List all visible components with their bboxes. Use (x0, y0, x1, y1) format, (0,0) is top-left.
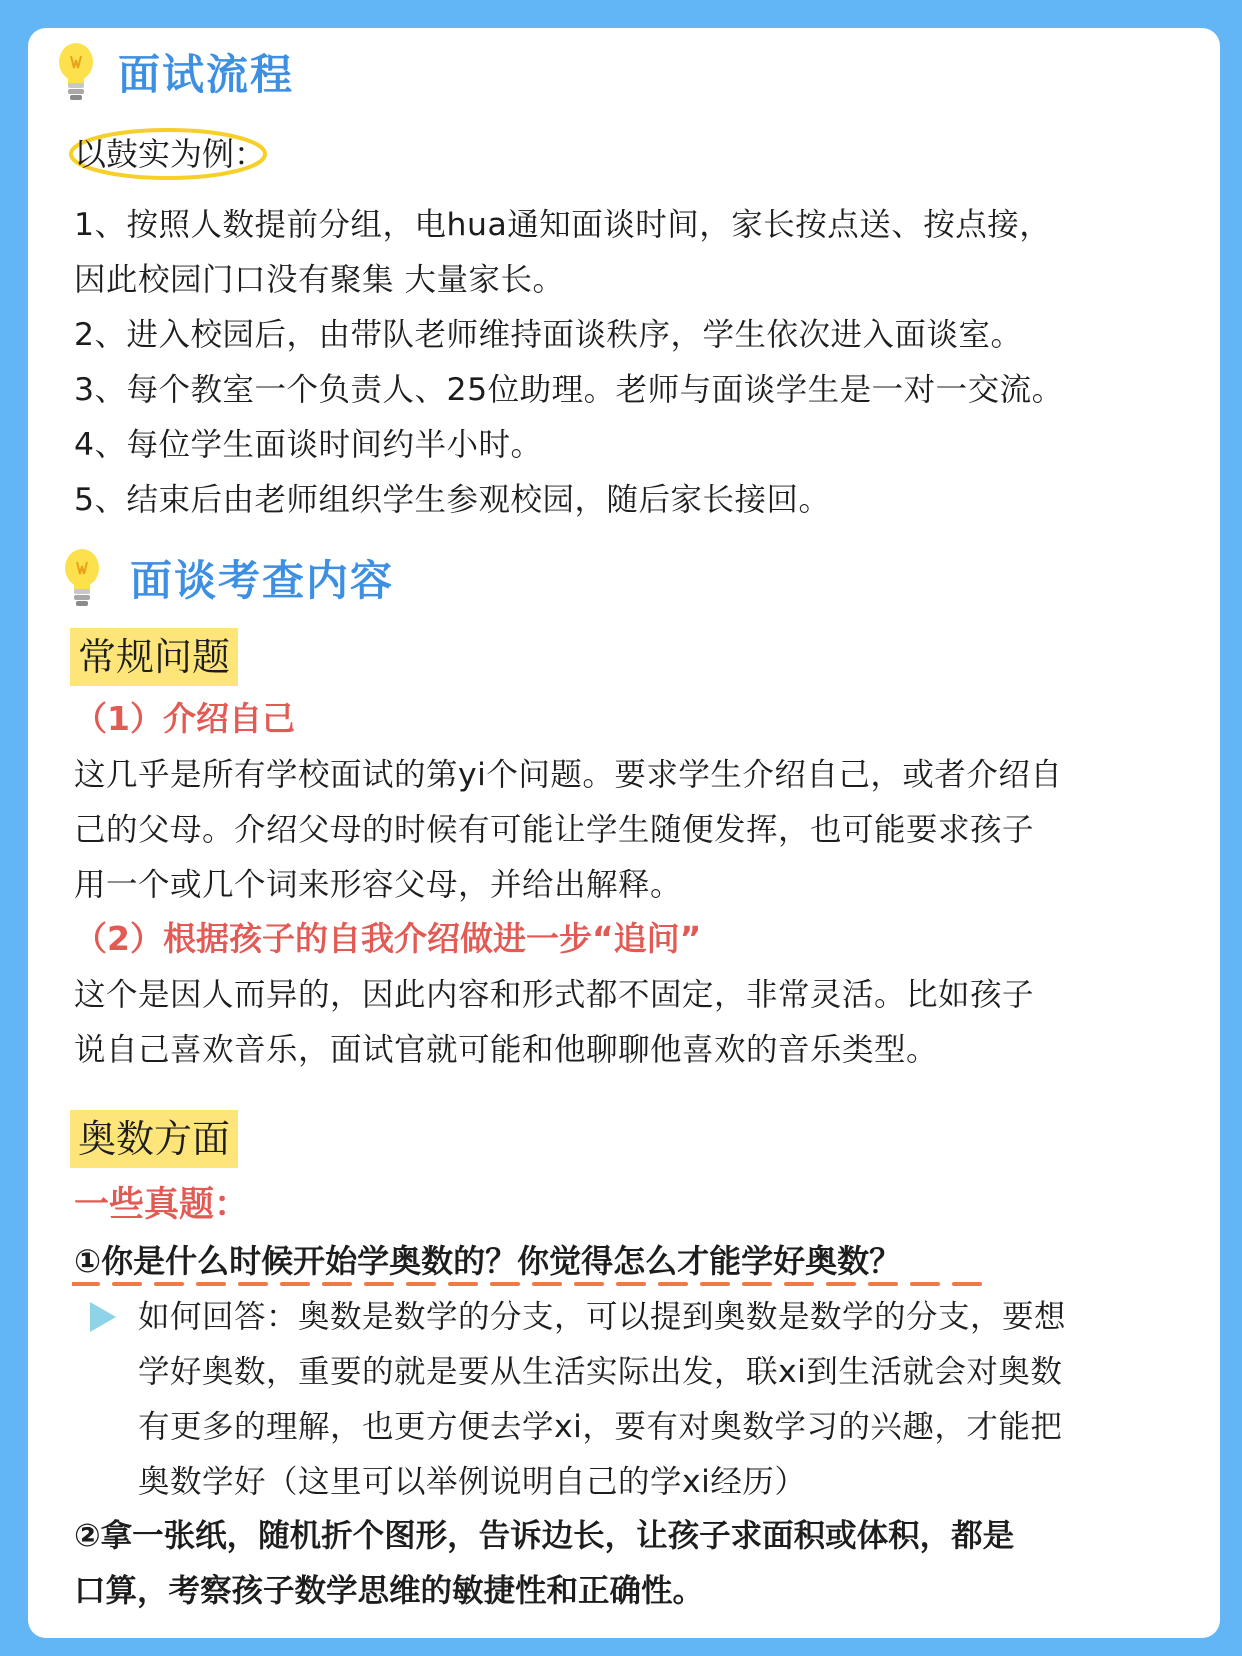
paragraph-line: 这个是因人而异的，因此内容和形式都不固定，非常灵活。比如孩子 (74, 977, 1035, 1013)
process-line: 3、每个教室一个负责人、25位助理。老师与面谈学生是一对一交流。 (74, 372, 1064, 408)
process-line: 2、进入校园后，由带队老师维持面谈秩序，学生依次进入面谈室。 (74, 317, 1023, 353)
tag-olympiad-math: 奥数方面 (70, 1110, 238, 1168)
process-line: 4、每位学生面谈时间约半小时。 (74, 427, 543, 463)
answer-line: 奥数学好（这里可以举例说明自己的学xi经历） (138, 1464, 807, 1500)
process-line: 5、结束后由老师组织学生参观校园，随后家长接回。 (74, 482, 831, 518)
process-line: 因此校园门口没有聚集 大量家长。 (74, 262, 565, 298)
example-label: 以鼓实为例： (74, 135, 267, 173)
question-2-line: ②拿一张纸，随机折个图形，告诉边长，让孩子求面积或体积，都是 (74, 1518, 1015, 1554)
paragraph-line: 己的父母。介绍父母的时候有可能让学生随便发挥，也可能要求孩子 (74, 812, 1035, 848)
subheading-real-questions: 一些真题： (74, 1185, 250, 1225)
answer-line: 有更多的理解，也更方便去学xi，要有对奥数学习的兴趣，才能把 (138, 1409, 1063, 1445)
subheading-follow-up: （2）根据孩子的自我介绍做进一步“追问” (74, 919, 702, 958)
process-list (74, 198, 1184, 528)
tag-general-questions: 常规问题 (70, 628, 238, 686)
section-title-interview-process: 面试流程 (118, 50, 295, 99)
paragraph-introduce-self (74, 748, 1184, 913)
process-line: 1、按照人数提前分组，电hua通知面谈时间，家长按点送、按点接， (74, 207, 1052, 243)
answer-line: 如何回答：奥数是数学的分支，可以提到奥数是数学的分支，要想 (138, 1299, 1067, 1335)
question-2-line: 口算，考察孩子数学思维的敏捷性和正确性。 (74, 1573, 705, 1609)
paragraph-line: 这几乎是所有学校面试的第yi个问题。要求学生介绍自己，或者介绍自 (74, 757, 1063, 793)
paragraph-follow-up (74, 968, 1184, 1078)
paragraph-line: 用一个或几个词来形容父母，并给出解释。 (74, 867, 683, 903)
section-title-interview-content: 面谈考查内容 (130, 556, 395, 605)
play-triangle-icon (90, 1302, 116, 1332)
lightbulb-icon (62, 546, 102, 610)
subheading-introduce-self: （1）介绍自己 (74, 699, 295, 738)
question-2 (74, 1509, 1184, 1619)
question-1: ①你是什么时候开始学奥数的？你觉得怎么才能学好奥数？ (74, 1242, 902, 1280)
lightbulb-icon (56, 40, 96, 104)
answer-block (138, 1290, 1188, 1510)
paragraph-line: 说自己喜欢音乐，面试官就可能和他聊聊他喜欢的音乐类型。 (74, 1032, 939, 1068)
answer-line: 学好奥数，重要的就是要从生活实际出发，联xi到生活就会对奥数 (138, 1354, 1063, 1390)
question-1-dashed-underline (72, 1281, 984, 1287)
